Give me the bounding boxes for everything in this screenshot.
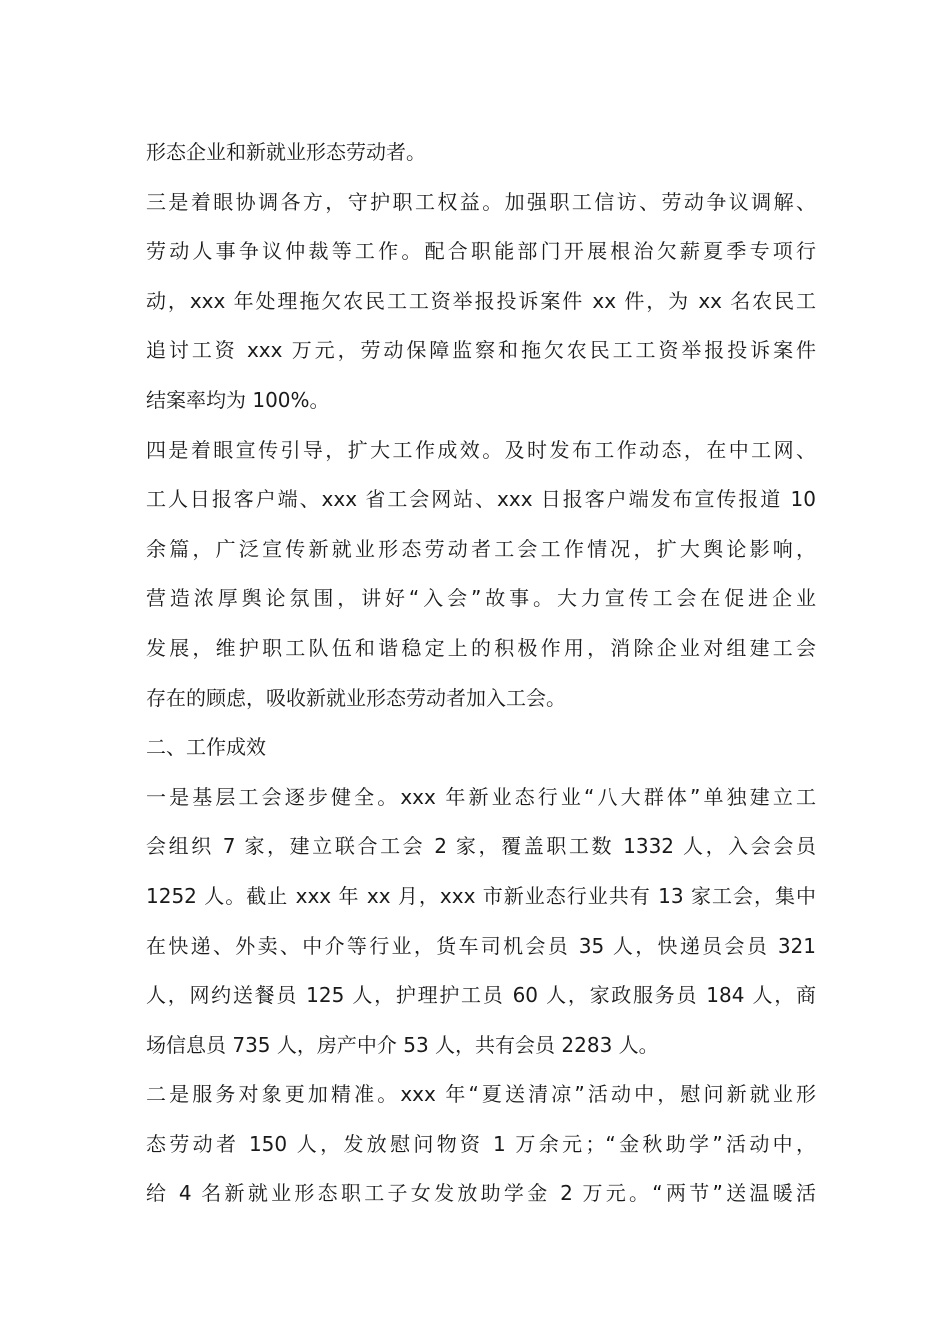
text-line: 场信息员 735 人，房产中介 53 人，共有会员 2283 人。	[146, 1032, 659, 1057]
text-line: 在快递、外卖、中介等行业，货车司机会员 35 人，快递员会员 321	[146, 933, 816, 958]
text-line: 一是基层工会逐步健全。xxx 年新业态行业“八大群体”单独建立工	[146, 784, 816, 809]
text-line: 四是着眼宣传引导，扩大工作成效。及时发布工作动态，在中工网、	[146, 437, 816, 462]
text-line: 动，xxx 年处理拖欠农民工工资举报投诉案件 xx 件，为 xx 名农民工	[146, 288, 816, 313]
text-line: 会组织 7 家，建立联合工会 2 家，覆盖职工数 1332 人，入会会员	[146, 834, 816, 859]
text-line: 劳动人事争议仲裁等工作。配合职能部门开展根治欠薪夏季专项行	[146, 239, 816, 264]
text-line: 给 4 名新就业形态职工子女发放助学金 2 万元。“两节”送温暖活	[146, 1181, 816, 1206]
text-line: 存在的顾虑，吸收新就业形态劳动者加入工会。	[146, 685, 566, 710]
text-line: 余篇，广泛宣传新就业形态劳动者工会工作情况，扩大舆论影响，	[146, 536, 816, 561]
text-line: 营造浓厚舆论氛围，讲好“入会”故事。大力宣传工会在促进企业	[146, 586, 816, 611]
text-line: 态劳动者 150 人，发放慰问物资 1 万余元；“金秋助学”活动中，	[146, 1131, 816, 1156]
section-heading: 二、工作成效	[146, 735, 266, 760]
text-line: 1252 人。截止 xxx 年 xx 月，xxx 市新业态行业共有 13 家工会，集中	[146, 883, 816, 908]
text-line: 形态企业和新就业形态劳动者。	[146, 140, 426, 164]
text-line: 人，网约送餐员 125 人，护理护工员 60 人，家政服务员 184 人，商	[146, 983, 816, 1008]
text-line: 结案率均为 100%。	[146, 387, 330, 412]
document-body	[146, 128, 816, 1219]
text-line: 发展，维护职工队伍和谐稳定上的积极作用，消除企业对组建工会	[146, 635, 816, 660]
text-line: 追讨工资 xxx 万元，劳动保障监察和拖欠农民工工资举报投诉案件	[146, 338, 816, 363]
text-line: 二是服务对象更加精准。xxx 年“夏送清凉”活动中，慰问新就业形	[146, 1082, 816, 1107]
text-line: 三是着眼协调各方，守护职工权益。加强职工信访、劳动争议调解、	[146, 189, 816, 214]
text-line: 工人日报客户端、xxx 省工会网站、xxx 日报客户端发布宣传报道 10	[146, 487, 816, 512]
